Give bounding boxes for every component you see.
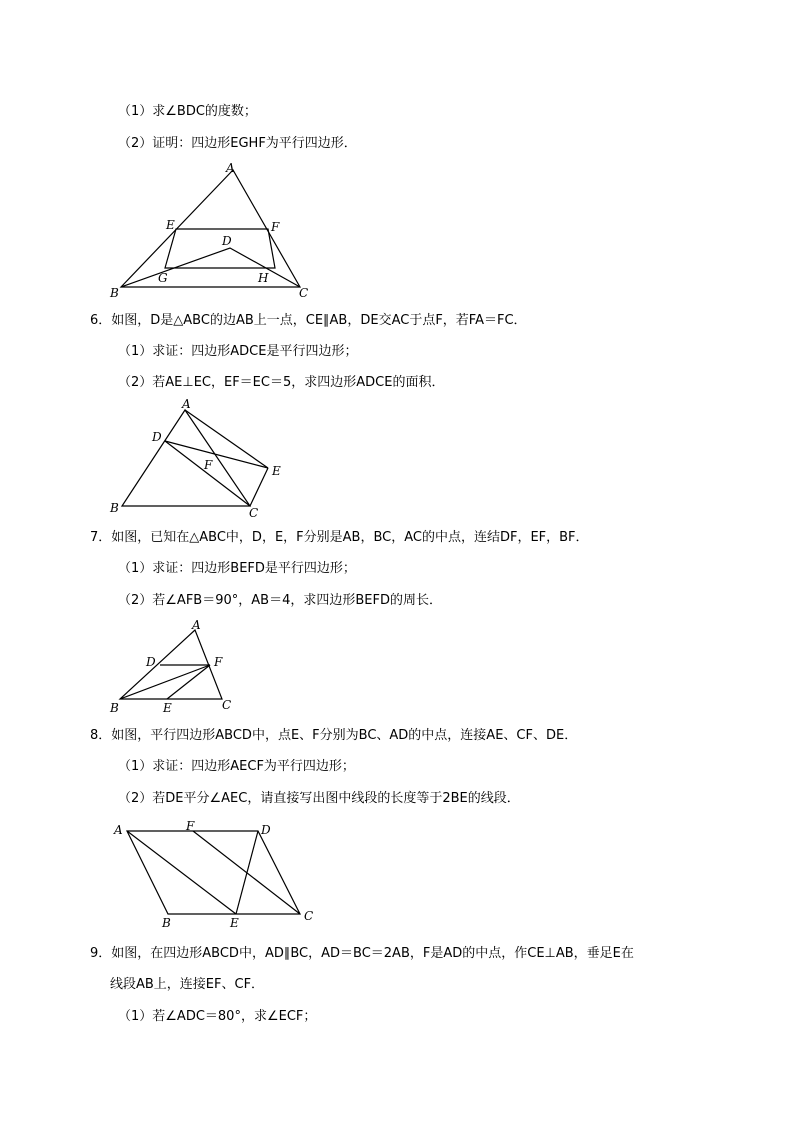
q6-label-b: B [110, 501, 119, 515]
q7-label-b: B [110, 701, 119, 715]
q6-label-e: E [272, 464, 281, 478]
q7-label-a: A [192, 618, 201, 632]
q6-label-a: A [182, 397, 191, 411]
q9-part1: （1）若∠ADC＝80°，求∠ECF； [118, 1009, 317, 1024]
q6-stem: 6．如图，D是△ABC的边AB上一点，CE∥AB，DE交AC于点F，若FA＝FC． [90, 313, 527, 328]
q8-stem: 8．如图，平行四边形ABCD中，点E、F分别为BC、AD的中点，连接AE、CF、DE． [90, 728, 578, 743]
q8-label-c: C [304, 909, 314, 923]
q8-part1: （1）求证：四边形AECF为平行四边形； [118, 759, 355, 774]
q8-label-e: E [230, 916, 239, 930]
q9-stem-line2: 线段AB上，连接EF、CF． [110, 977, 265, 992]
q8-part2: （2）若DE平分∠AEC，请直接写出图中线段的长度等于2BE的线段． [118, 791, 520, 806]
q5-label-f: F [271, 220, 280, 234]
q7-label-d: D [146, 655, 156, 669]
q7-label-c: C [222, 698, 232, 712]
q7-label-e: E [163, 701, 172, 715]
q5-label-c: C [299, 286, 309, 300]
q7-stem: 7．如图，已知在△ABC中，D，E，F分别是AB，BC，AC的中点，连结DF，EF，BF． [90, 530, 589, 545]
q5-label-a: A [226, 161, 235, 175]
q6-part1: （1）求证：四边形ADCE是平行四边形； [118, 344, 358, 359]
q5-label-d: D [222, 234, 232, 248]
q5-label-g: G [158, 271, 168, 285]
q5-label-e: E [166, 218, 175, 232]
q6-label-d: D [152, 430, 162, 444]
q5-label-h: H [258, 271, 269, 285]
q9-stem-line1: 9．如图，在四边形ABCD中，AD∥BC，AD＝BC＝2AB，F是AD的中点，作CE⊥AB，垂足E在 [90, 946, 634, 961]
q8-label-d: D [261, 823, 271, 837]
q5-part2: （2）证明：四边形EGHF为平行四边形． [118, 136, 357, 151]
q8-label-a: A [114, 823, 123, 837]
q8-label-b: B [162, 916, 171, 930]
q5-label-b: B [110, 286, 119, 300]
q5-part1: （1）求∠BDC的度数； [118, 104, 257, 119]
q7-label-f: F [214, 655, 223, 669]
q7-part1: （1）求证：四边形BEFD是平行四边形； [118, 561, 356, 576]
q6-label-c: C [249, 506, 259, 520]
q7-part2: （2）若∠AFB＝90°，AB＝4，求四边形BEFD的周长． [118, 593, 442, 608]
q6-part2: （2）若AE⊥EC，EF＝EC＝5，求四边形ADCE的面积． [118, 375, 445, 390]
q6-label-f: F [204, 458, 213, 472]
q8-label-f: F [186, 819, 195, 833]
